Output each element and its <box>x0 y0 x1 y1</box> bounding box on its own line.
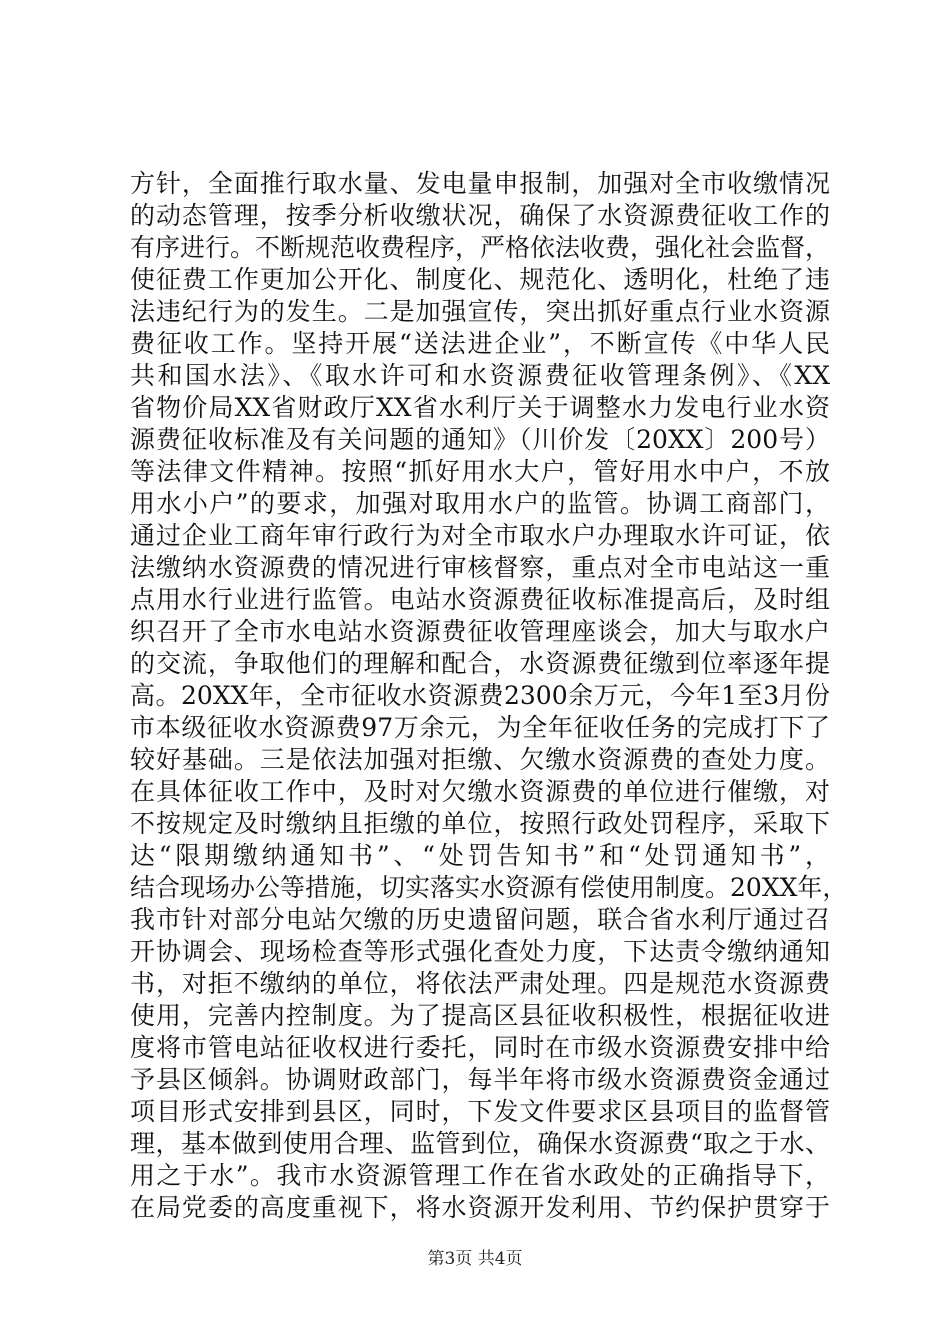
text-line: 市本级征收水资源费97万余元，为全年征收任务的完成打下了 <box>130 713 830 742</box>
text-line: 用之于水”。我市水资源管理工作在省水政处的正确指导下， <box>130 1161 830 1190</box>
text-line: 在具体征收工作中，及时对欠缴水资源费的单位进行催缴，对 <box>130 777 830 806</box>
text-line: 法违纪行为的发生。二是加强宣传，突出抓好重点行业水资源 <box>130 297 830 326</box>
text-line: 省物价局XX省财政厅XX省水利厅关于调整水力发电行业水资 <box>130 393 830 422</box>
text-line: 织召开了全市水电站水资源费征收管理座谈会，加大与取水户 <box>130 617 830 646</box>
page-number-footer: 第3页 共4页 <box>427 1249 523 1269</box>
text-line: 的交流，争取他们的理解和配合，水资源费征缴到位率逐年提 <box>130 649 830 678</box>
body-paragraph <box>130 168 848 1224</box>
text-line: 结合现场办公等措施，切实落实水资源有偿使用制度。20XX年， <box>130 873 848 902</box>
text-line: 等法律文件精神。按照“抓好用水大户，管好用水中户，不放 <box>130 457 830 486</box>
text-line: 达“限期缴纳通知书”、“处罚告知书”和“处罚通知书”， <box>130 841 830 870</box>
text-line: 点用水行业进行监管。电站水资源费征收标准提高后，及时组 <box>130 585 830 614</box>
text-line: 度将市管电站征收权进行委托，同时在市级水资源费安排中给 <box>130 1033 830 1062</box>
text-line: 项目形式安排到县区，同时，下发文件要求区县项目的监督管 <box>130 1097 830 1126</box>
text-line: 通过企业工商年审行政行为对全市取水户办理取水许可证，依 <box>130 521 830 550</box>
text-line: 方针，全面推行取水量、发电量申报制，加强对全市收缴情况 <box>130 169 830 198</box>
text-line: 费征收工作。坚持开展“送法进企业”，不断宣传《中华人民 <box>130 329 830 358</box>
text-line: 源费征收标准及有关问题的通知》（川价发〔20XX〕200号） <box>130 425 830 454</box>
text-line: 法缴纳水资源费的情况进行审核督察，重点对全市电站这一重 <box>130 553 830 582</box>
text-line: 有序进行。不断规范收费程序，严格依法收费，强化社会监督， <box>130 233 831 262</box>
text-line: 的动态管理，按季分析收缴状况，确保了水资源费征收工作的 <box>130 201 830 230</box>
text-line: 我市针对部分电站欠缴的历史遗留问题，联合省水利厅通过召 <box>130 905 830 934</box>
text-line: 理，基本做到使用合理、监管到位，确保水资源费“取之于水、 <box>130 1129 830 1158</box>
text-line: 不按规定及时缴纳且拒缴的单位，按照行政处罚程序，采取下 <box>130 809 830 838</box>
text-line: 在局党委的高度重视下，将水资源开发利用、节约保护贯穿于 <box>130 1193 830 1222</box>
text-line: 书，对拒不缴纳的单位，将依法严肃处理。四是规范水资源费 <box>130 969 830 998</box>
text-line: 用水小户”的要求，加强对取用水户的监管。协调工商部门， <box>130 489 830 518</box>
text-line: 使征费工作更加公开化、制度化、规范化、透明化，杜绝了违 <box>130 265 830 294</box>
text-line: 予县区倾斜。协调财政部门，每半年将市级水资源费资金通过 <box>130 1065 830 1094</box>
text-line: 使用，完善内控制度。为了提高区县征收积极性，根据征收进 <box>130 1001 830 1030</box>
text-line: 共和国水法》、《取水许可和水资源费征收管理条例》、《XX <box>130 361 830 390</box>
text-line: 高。20XX年，全市征收水资源费2300余万元，今年1至3月份 <box>130 681 830 710</box>
text-line: 较好基础。三是依法加强对拒缴、欠缴水资源费的查处力度。 <box>130 745 830 774</box>
text-line: 开协调会、现场检查等形式强化查处力度，下达责令缴纳通知 <box>130 937 830 966</box>
